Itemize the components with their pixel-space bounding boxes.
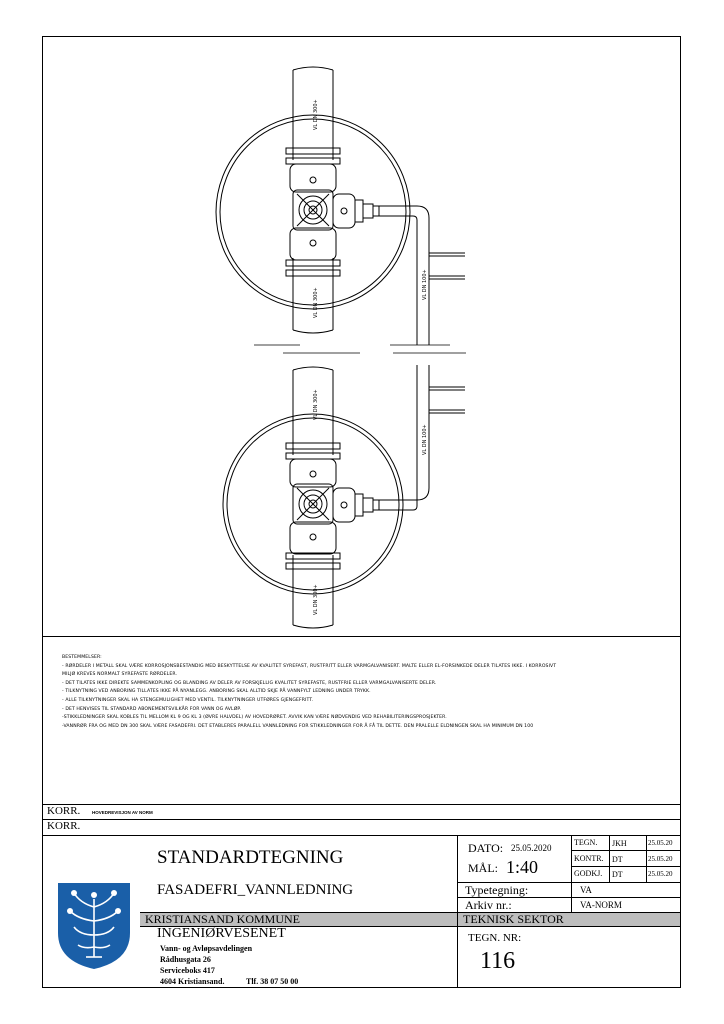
department: INGENIØRVESENET: [157, 926, 286, 941]
korr-mid-line: [42, 819, 681, 820]
bottom-branch-label: VL DN 100+: [422, 424, 428, 455]
notes-block: [62, 654, 662, 731]
phone: Tlf. 38 07 50 00: [246, 977, 299, 986]
bottom-pipe-lower-label: VL DN 300+: [313, 584, 319, 615]
type-drawing-value: VA: [580, 885, 592, 895]
note-line: -VANNRØR FRA OG MED DN 300 SKAL VÆRE FASADEFRI. DET ETABLERES PARALELL VANNLEDNING FOR STIKKLEDNINGER FOR Å FÅ TIL DETTE. DEN PRALELLE ELDNINGEN SKAL HA MINIMUM DN 100: [62, 723, 534, 729]
note-line: - DET HENVISES TIL STANDARD ABONEMENTSVILKÅR FOR VANN OG AVLØP.: [62, 706, 242, 712]
note-line: - DET TILATES IKKE DIREKTE SAMMENKOPLING OG BLANDING AV DELER AV FORSKJELLIG KVALITET SYREFASTE, RUSTFRIE ELLER VARMGALVANISERTE DELER.: [62, 680, 437, 686]
scale-label: MÅL:: [468, 861, 498, 875]
sign-date: 25.05.20: [648, 839, 673, 847]
korr1-text: HOVEDREVISJON AV NORM: [92, 810, 153, 815]
top-pipe-lower-label: VL DN 300+: [313, 287, 319, 318]
scale-value: 1:40: [506, 857, 539, 877]
sign-row-line: [571, 850, 681, 851]
sign-role: GODKJ.: [574, 869, 603, 878]
sign-initials: DT: [612, 870, 623, 879]
kristiansand-logo: [50, 877, 138, 971]
type-drawing-label: Typetegning:: [465, 883, 529, 897]
sign-row-line: [571, 866, 681, 867]
meta-col-line: [571, 882, 572, 912]
bottom-valve-assembly: [223, 365, 465, 628]
korr-top-line: [42, 804, 681, 805]
sign-date: 25.05.20: [648, 870, 673, 878]
division: Vann- og Avløpsavdelingen: [160, 944, 253, 953]
note-line: - TILKNYTNING VED ANBORING TILLATES IKKE PÅ NYANLEGG. ANBORING SKAL ALLTID SKJE PÅ VANNFYLT LEDNING UNDER TRYKK.: [62, 689, 371, 695]
archive-label: Arkiv nr.:: [465, 898, 512, 912]
top-valve-assembly: [216, 67, 465, 345]
sector: TEKNISK SEKTOR: [463, 912, 564, 926]
sign-col-line: [646, 835, 647, 882]
archive-value: VA-NORM: [580, 900, 622, 910]
top-pipe-upper-label: VL DN 300+: [313, 99, 319, 130]
drawing-number-value: 116: [480, 948, 516, 974]
address-box: Serviceboks 417: [160, 966, 215, 975]
drawing-title: STANDARDTEGNING: [157, 847, 344, 868]
sign-role: KONTR.: [574, 854, 604, 863]
address-city: 4604 Kristiansand.: [160, 977, 225, 986]
korr-bottom-line: [42, 835, 681, 836]
date-value: 25.05.2020: [511, 843, 552, 853]
korr1-label: KORR.: [47, 805, 81, 817]
address-street: Rådhusgata 26: [160, 955, 211, 964]
municipality: KRISTIANSAND KOMMUNE: [145, 912, 301, 926]
note-line: -STIKKLEDNINGER SKAL KOBLES TIL MELLOM KL 9 OG KL 3 (ØVRE HALVDEL) AV HOVEDRØRET. AVVIK KAN VÆRE NØDVENDIG VED REHABILITERINGSPROSJEKTER.: [62, 715, 447, 721]
note-line: - RØRDELER I METALL SKAL VÆRE KORROSJONSBESTANDIG MED BESKYTTELSE AV KVALITET SYREFAST, RUSTFRITT ELLER VARMGALVANISERT. MALTE ELLER EL-FORSINKEDE DELER TILATES IKKE. I KORROSIVT: [62, 663, 557, 669]
top-valve-chamber: [216, 115, 410, 309]
sign-col-line: [571, 835, 572, 882]
drawing-number-label: TEGN. NR:: [468, 932, 522, 944]
korr2-label: KORR.: [47, 820, 81, 832]
sign-initials: DT: [612, 855, 623, 864]
top-branch-label: VL DN 100+: [422, 269, 428, 300]
notes-divider: [42, 636, 681, 637]
sign-initials: JKH: [612, 839, 627, 848]
drawing-subtitle: FASADEFRI_VANNLEDNING: [157, 882, 354, 898]
sign-role: TEGN.: [574, 838, 598, 847]
sign-date: 25.05.20: [648, 855, 673, 863]
bottom-pipe-upper-label: VL DN 300+: [313, 389, 319, 420]
notes-heading: BESTEMMELSER:: [62, 655, 102, 660]
sign-col-line: [609, 835, 610, 882]
date-label: DATO:: [468, 841, 504, 855]
note-line: - ALLE TILKNYTNINGER SKAL HA STENGEMULIGHET MED VENTIL. TILKNYTNINGER UTFØRES GJENGEFRITT.: [62, 697, 314, 703]
note-line: MILJØ KREVES NORMALT SYREFASTE RØRDELER.: [62, 672, 178, 678]
